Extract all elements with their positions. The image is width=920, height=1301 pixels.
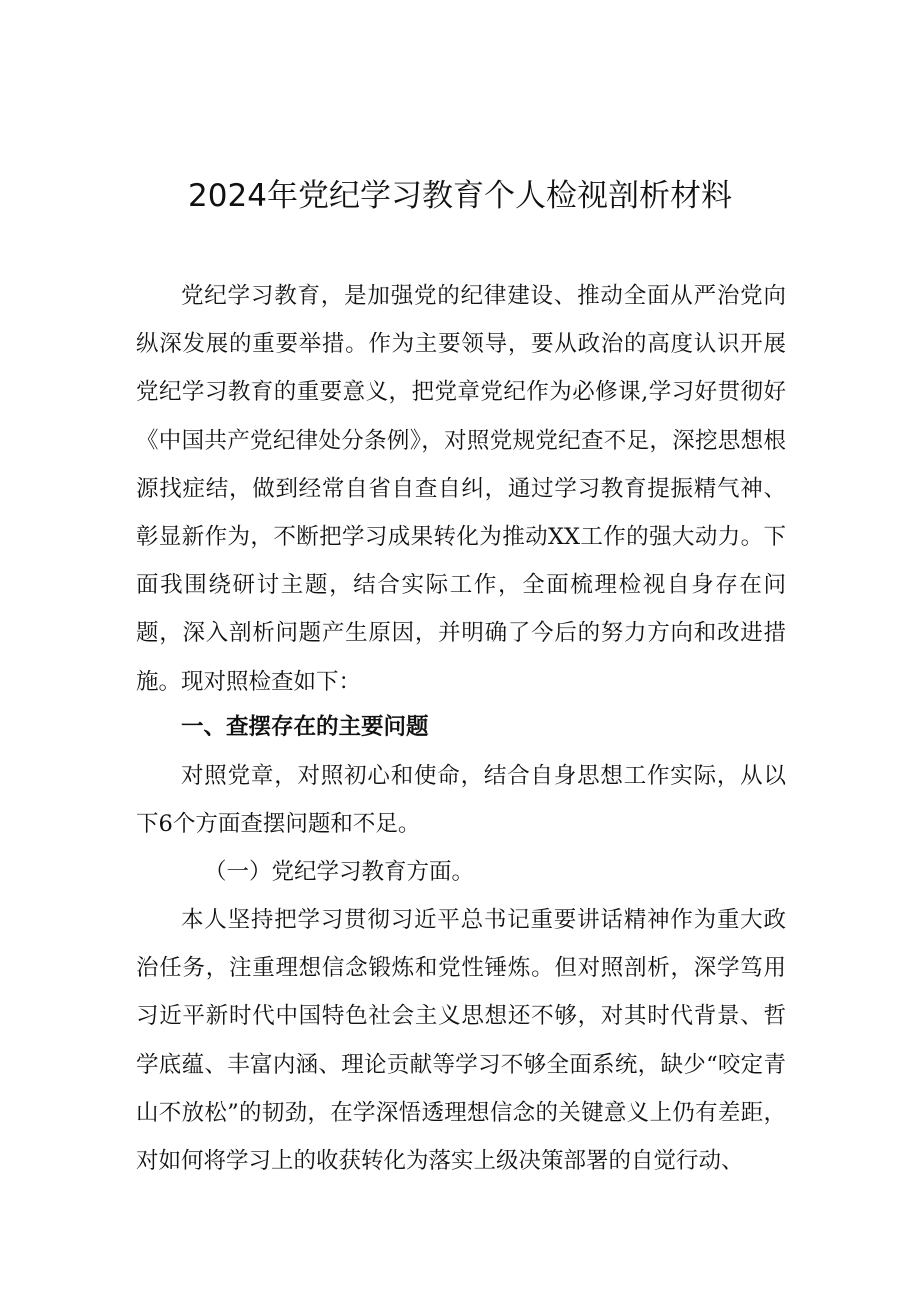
document-title: 2024年党纪学习教育个人检视剖析材料 bbox=[188, 178, 732, 214]
subsection-heading-party-discipline: （一）党纪学习教育方面。 bbox=[204, 859, 475, 885]
subsection-paragraph: 本人坚持把学习贯彻习近平总书记重要讲话精神作为重大政治任务，注重理想信念锻炼和党性锤炼。但对照剖析，深学笃用习近平新时代中国特色社会主义思想还不够，对其时代背景、哲学底蕴、丰富内涵、理论贡献等学习不够全面系统，缺少“咬定青山不放松”的韧劲，在学深悟透理想信念的关键意义上仍有差距，对如何将学习上的收获转化为落实上级决策部署的自觉行动、 bbox=[136, 907, 786, 1175]
section-heading-problems: 一、查摆存在的主要问题 bbox=[181, 714, 429, 740]
intro-paragraph: 党纪学习教育，是加强党的纪律建设、推动全面从严治党向纵深发展的重要举措。作为主要领导，要从政治的高度认识开展党纪学习教育的重要意义，把党章党纪作为必修课,学习好贯彻好《中国共产党纪律处分条例》，对照党规党纪查不足，深挖思想根源找症结，做到经常自省自查自纠，通过学习教育提振精气神、彰显新作为，不断把学习成果转化为推动XX工作的强大动力。下面我围绕研讨主题，结合实际工作，全面梳理检视自身存在问题，深入剖析问题产生原因，并明确了今后的努力方向和改进措施。现对照检查如下： bbox=[136, 283, 786, 695]
section-intro-paragraph: 对照党章，对照初心和使命，结合自身思想工作实际，从以下6个方面查摆问题和不足。 bbox=[136, 763, 786, 838]
